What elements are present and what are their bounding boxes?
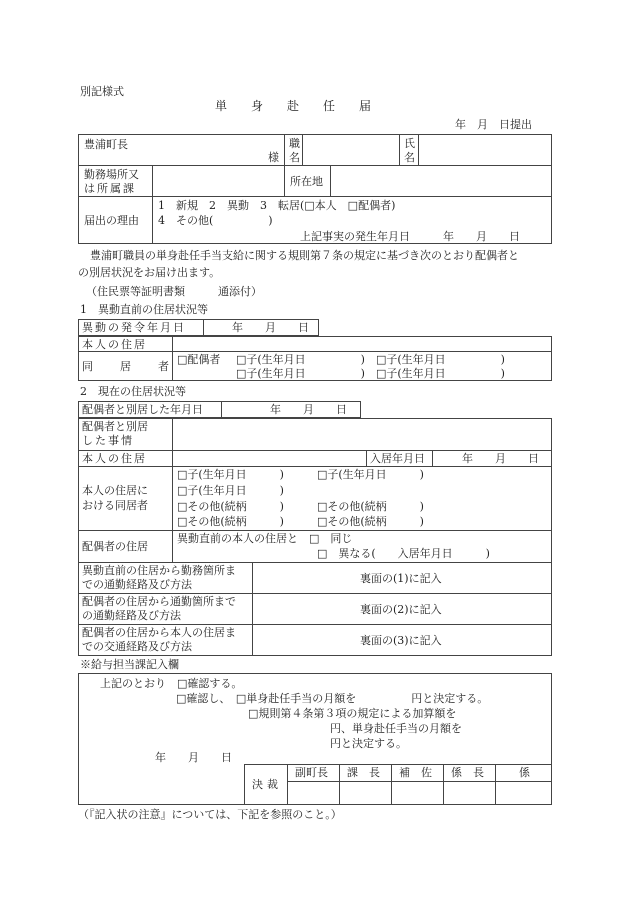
workplace-label: 勤務場所又	[84, 168, 139, 181]
other-checkbox-2[interactable]: □その他(続柄 )	[317, 500, 424, 513]
role-deputy-mayor: 副町長	[295, 766, 328, 779]
current-child-checkbox-3[interactable]: □子(生年月日 )	[177, 484, 284, 497]
child-checkbox-1[interactable]: □子(生年月日 )	[236, 353, 365, 366]
stamp-cell-assistant[interactable]	[393, 783, 441, 803]
route2-label-2: の通勤経路及び方法	[82, 609, 181, 622]
route2-value: 裏面の(2)に記入	[360, 603, 442, 616]
document-title: 単 身 赴 任 届	[215, 99, 372, 113]
separation-reason-label: 配偶者と別居	[82, 420, 148, 433]
route1-label: 異動直前の住居から勤務箇所ま	[82, 564, 236, 577]
move-in-label: 入居年月日	[370, 452, 425, 465]
office-date[interactable]: 年 月 日	[155, 751, 232, 764]
mayor-name: 豊浦町長	[84, 138, 128, 151]
name-label: 氏	[404, 137, 415, 150]
footer-note: （『記入状の注意』については、下記を参照のこと。）	[78, 808, 342, 821]
form-label: 別記様式	[80, 85, 124, 98]
intro-text-2: の別居状況をお届け出ます。	[78, 266, 221, 279]
route1-value: 裏面の(1)に記入	[360, 572, 442, 585]
submit-date: 年 月 日提出	[455, 118, 532, 131]
occurrence-date: 上記事実の発生年月日 年 月 日	[300, 230, 520, 243]
intro-text-1: 豊浦町職員の単身赴任手当支給に関する規則第７条の規定に基づき次のとおり配偶者と	[90, 249, 519, 262]
name-label-2: 名	[404, 151, 415, 164]
office-line-5: 円と決定する。	[330, 737, 407, 750]
separation-date-value[interactable]: 年 月 日	[270, 403, 347, 416]
route2-label: 配偶者の住居から通勤箇所まで	[82, 595, 236, 608]
current-residence-label: 本人の住居	[82, 452, 147, 465]
role-unit-chief: 係 長	[451, 766, 484, 779]
spouse-residence-label: 配偶者の住居	[82, 540, 148, 553]
spouse-residence-same[interactable]: 異動直前の本人の住居と □ 同じ	[177, 532, 353, 545]
name-field[interactable]	[420, 136, 550, 163]
other-checkbox-3[interactable]: □その他(続柄 )	[177, 515, 284, 528]
role-section-chief: 課 長	[347, 766, 380, 779]
move-in-value[interactable]: 年 月 日	[462, 452, 539, 465]
approval-label: 決裁	[252, 778, 282, 791]
section2-heading: 2 現在の住居状況等	[80, 385, 186, 398]
own-residence-field[interactable]	[174, 337, 550, 350]
separation-reason-field[interactable]	[174, 420, 550, 448]
current-residence-field[interactable]	[174, 451, 364, 465]
stamp-cell-unit-chief[interactable]	[445, 783, 493, 803]
current-cohabitant-label-2: おける同居者	[82, 499, 148, 512]
role-staff: 係	[519, 766, 530, 779]
current-cohabitant-label: 本人の住居に	[82, 484, 148, 497]
current-child-checkbox-2[interactable]: □子(生年月日 )	[317, 468, 424, 481]
route3-label: 配偶者の住居から本人の住居ま	[82, 626, 236, 639]
workplace-field[interactable]	[154, 167, 282, 194]
child-checkbox-2[interactable]: □子(生年月日 )	[376, 353, 505, 366]
other-checkbox-1[interactable]: □その他(続柄 )	[177, 500, 284, 513]
transfer-date-label: 異動の発令年月日	[82, 321, 186, 334]
separation-date-label: 配偶者と別居した年月日	[82, 403, 203, 416]
child-checkbox-4[interactable]: □子(生年月日 )	[376, 367, 505, 380]
route3-label-2: での交通経路及び方法	[82, 640, 192, 653]
reason-label: 届出の理由	[84, 214, 139, 227]
spouse-checkbox[interactable]: □配偶者	[177, 353, 221, 366]
role-assistant: 補 佐	[399, 766, 432, 779]
reason-options-1[interactable]: 1 新規 2 異動 3 転居(□本人 □配偶者)	[158, 199, 396, 212]
job-label: 職	[289, 137, 300, 150]
intro-text-3: （住民票等証明書類 通添付）	[86, 285, 262, 298]
child-checkbox-3[interactable]: □子(生年月日 )	[236, 367, 365, 380]
office-line-3[interactable]: □規則第４条第３項の規定による加算額を	[248, 707, 457, 720]
cohabitant-label: 同 居 者	[82, 360, 177, 373]
job-label-2: 名	[289, 151, 300, 164]
own-residence-label: 本人の住居	[82, 338, 147, 351]
location-field[interactable]	[332, 167, 550, 194]
other-checkbox-4[interactable]: □その他(続柄 )	[317, 515, 424, 528]
stamp-cell-deputy-mayor[interactable]	[289, 783, 337, 803]
separation-reason-label-2: した事情	[82, 434, 134, 447]
stamp-cell-section-chief[interactable]	[341, 783, 389, 803]
office-heading: ※給与担当課記入欄	[80, 658, 179, 671]
job-title-field[interactable]	[304, 136, 398, 163]
route3-value: 裏面の(3)に記入	[360, 634, 442, 647]
route1-label-2: での通勤経路及び方法	[82, 578, 192, 591]
honorific: 様	[268, 151, 279, 164]
current-child-checkbox-1[interactable]: □子(生年月日 )	[177, 468, 284, 481]
office-line-2[interactable]: □確認し、 □単身赴任手当の月額を 円と決定する。	[176, 692, 489, 705]
section1-heading: 1 異動直前の住居状況等	[80, 303, 208, 316]
office-line-4: 円、単身赴任手当の月額を	[330, 722, 462, 735]
location-label: 所在地	[290, 175, 323, 188]
office-line-1[interactable]: 上記のとおり □確認する。	[100, 677, 243, 690]
stamp-cell-staff[interactable]	[497, 783, 550, 803]
workplace-label-2: は所属課	[84, 182, 136, 195]
reason-options-2[interactable]: 4 その他( )	[158, 214, 273, 227]
transfer-date-value[interactable]: 年 月 日	[232, 321, 309, 334]
spouse-residence-different[interactable]: □ 異なる( 入居年月日 )	[317, 547, 490, 560]
